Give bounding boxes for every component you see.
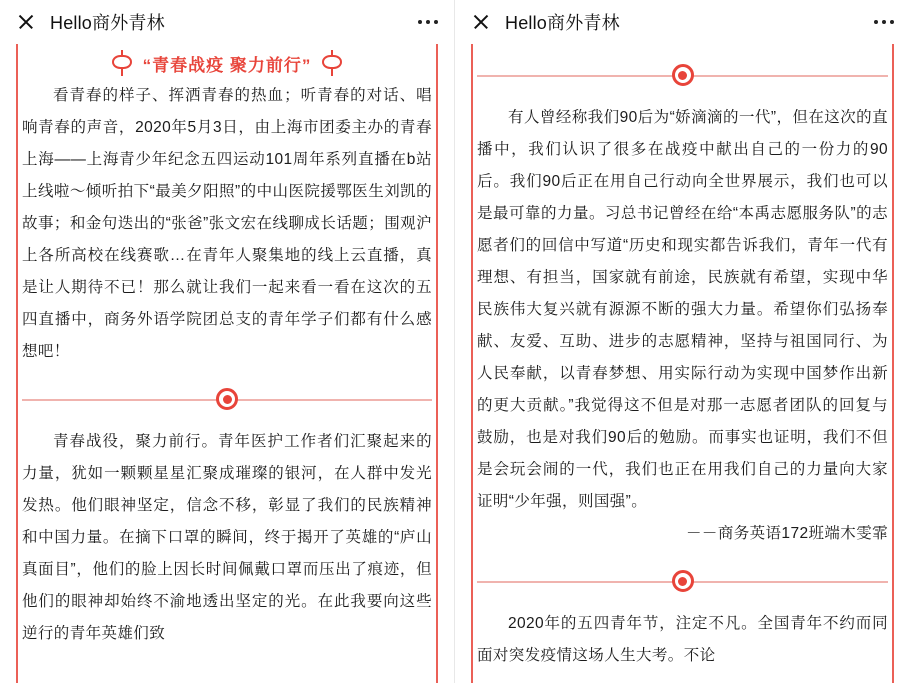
- article-body-left: [0, 44, 454, 683]
- lantern-icon: [321, 50, 343, 76]
- section-divider: [477, 52, 888, 98]
- divider-dot-icon: [216, 388, 238, 410]
- article-paragraph: 2020年的五四青年节，注定不凡。全国青年不约而同面对突发疫情这场人生大考。不论: [477, 615, 888, 664]
- page-title: Hello商外青林: [50, 13, 165, 33]
- more-options-icon[interactable]: [408, 20, 438, 24]
- pane-header-right: [455, 0, 910, 44]
- divider-dot-icon: [672, 570, 694, 592]
- article-paragraph: 青春战役，聚力前行。青年医护工作者们汇聚起来的力量，犹如一颗颗星星汇聚成璀璨的银河，在人群中发光发热。他们眼神坚定，信念不移，彰显了我们的民族精神和中国力量。在摘下口罩的瞬间，终于揭开了英雄的“庐山真面目”，他们的脸上因长时间佩戴口罩而压出了痕迹，但他们的眼神却始终不渝地透出坚定的光。在此我要向这些逆行的青年英雄们致: [22, 433, 432, 642]
- article-banner: [22, 44, 432, 80]
- decorative-rail-left: [16, 44, 18, 683]
- close-icon[interactable]: [16, 12, 36, 32]
- page-title: Hello商外青林: [505, 13, 620, 33]
- section-divider: [22, 376, 432, 422]
- article-signature: －－商务英语172班端木雯霏: [686, 525, 888, 542]
- decorative-rail-right: [892, 44, 894, 683]
- article-body-right: [455, 44, 910, 683]
- decorative-rail-left: [471, 44, 473, 683]
- decorative-rail-right: [436, 44, 438, 683]
- banner-title: “青春战疫 聚力前行”: [142, 55, 312, 75]
- more-options-icon[interactable]: [864, 20, 894, 24]
- pane-header-left: [0, 0, 454, 44]
- article-paragraph: 看青春的样子、挥洒青春的热血；听青春的对话、唱响青春的声音，2020年5月3日，由上海市团委主办的青春上海——上海青少年纪念五四运动101周年系列直播在b站上线啦～倾听拍下“最美夕阳照”的中山医院援鄂医生刘凯的故事；和金句迭出的“张爸”张文宏在线聊成长话题；围观沪上各所高校在线赛歌…在青年人聚集地的线上云直播，真是让人期待不已！那么就让我们一起来看一看在这次的五四直播中，商务外语学院团总支的青年学子们都有什么感想吧！: [22, 87, 432, 360]
- close-icon[interactable]: [471, 12, 491, 32]
- article-paragraph: 有人曾经称我们90后为“娇滴滴的一代”，但在这次的直播中，我们认识了很多在战疫中献出自己的一份力的90后。我们90后正在用自己行动向全世界展示，我们也可以是最可靠的力量。习总书记曾经在给“本禹志愿服务队”的志愿者们的回信中写道“历史和现实都告诉我们，青年一代有理想、有担当，国家就有前途，民族就有希望，实现中华民族伟大复兴就有源源不断的强大力量。希望你们弘扬奉献、友爱、互助、进步的志愿精神，坚持与祖国同行、为人民奉献，以青春梦想、用实际行动为实现中国梦作出新的更大贡献。”我觉得这不但是对那一志愿者团队的回复与鼓励，也是对我们90后的勉励。而事实也证明，我们不但是会玩会闹的一代，我们也正在用我们自己的力量向大家证明“少年强，则国强”。: [477, 109, 888, 510]
- article-pane-right: [455, 0, 910, 683]
- lantern-icon: [111, 50, 133, 76]
- divider-dot-icon: [672, 64, 694, 86]
- section-divider: [477, 558, 888, 604]
